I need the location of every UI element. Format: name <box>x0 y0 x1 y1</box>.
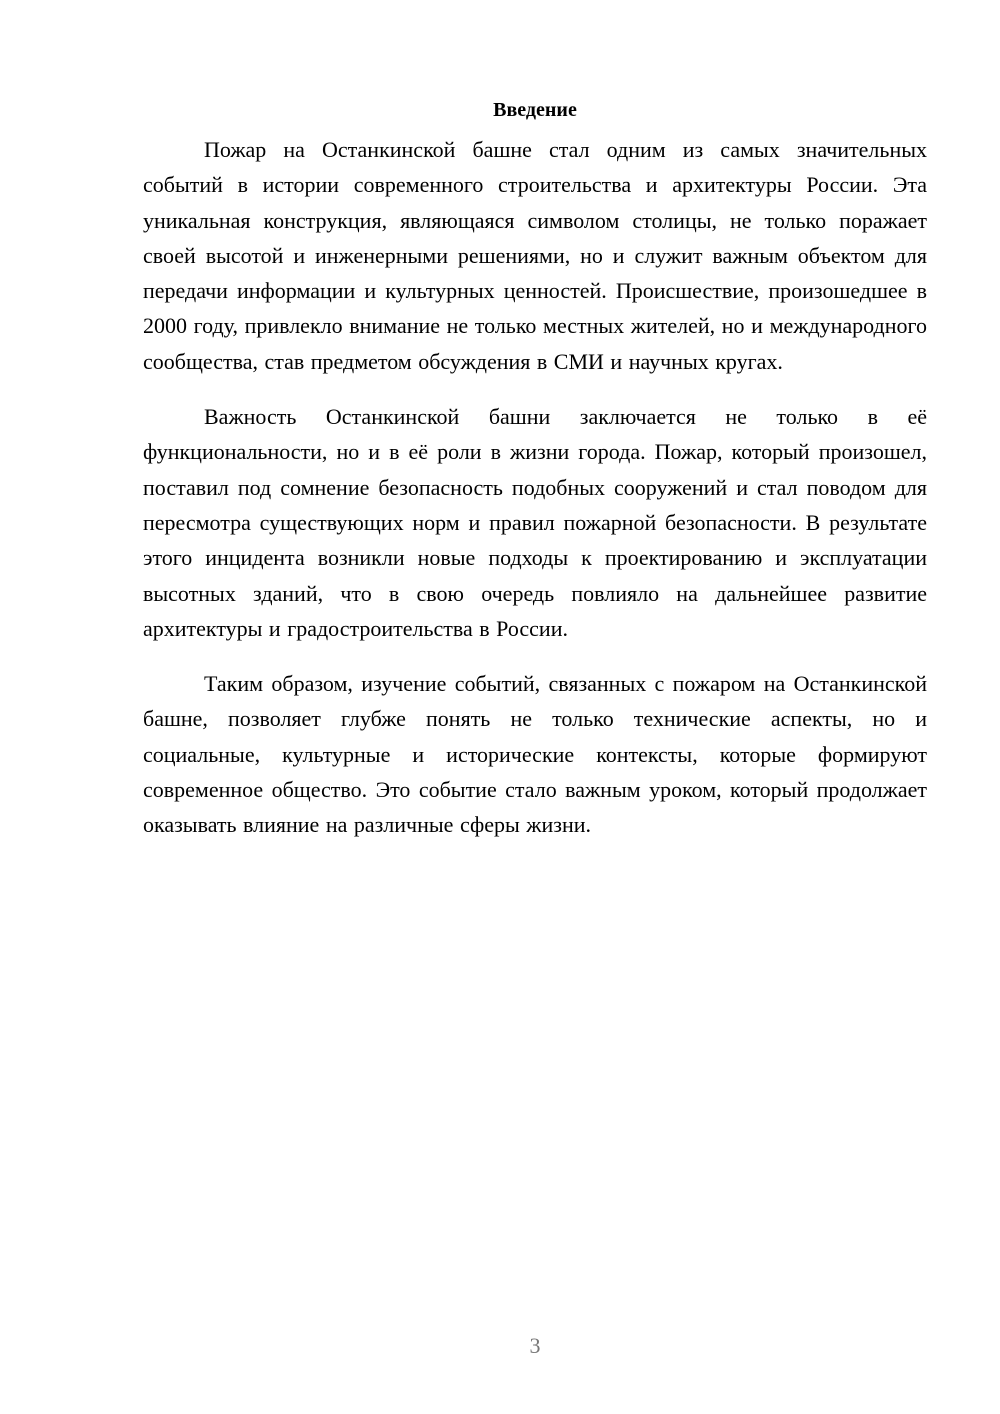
section-heading: Введение <box>493 99 577 121</box>
page-content <box>143 96 927 863</box>
paragraph-2: Важность Останкинской башни заключается не только в её функциональности, но и в её роли в жизни города. Пожар, который произошел, поставил под сомнение безопасность подобных сооружений и стал поводом для пересмотра существующих норм и правил пожарной безопасности. В результате этого инцидента возникли новые подходы к проектированию и эксплуатации высотных зданий, что в свою очередь повлияло на дальнейшее развитие архитектуры и градостроительства в России. <box>143 404 927 641</box>
paragraph-1: Пожар на Останкинской башне стал одним из самых значительных событий в истории современного строительства и архитектуры России. Эта уникальная конструкция, являющаяся символом столицы, не только поражает своей высотой и инженерными решениями, но и служит важным объектом для передачи информации и культурных ценностей. Происшествие, произошедшее в 2000 году, привлекло внимание не только местных жителей, но и международного сообщества, став предметом обсуждения в СМИ и научных кругах. <box>143 137 927 374</box>
paragraph-3: Таким образом, изучение событий, связанных с пожаром на Останкинской башне, позволяет глубже понять не только технические аспекты, но и социальные, культурные и исторические контексты, которые формируют современное общество. Это событие стало важным уроком, который продолжает оказывать влияние на различные сферы жизни. <box>143 671 927 838</box>
page-number: 3 <box>529 1333 541 1358</box>
